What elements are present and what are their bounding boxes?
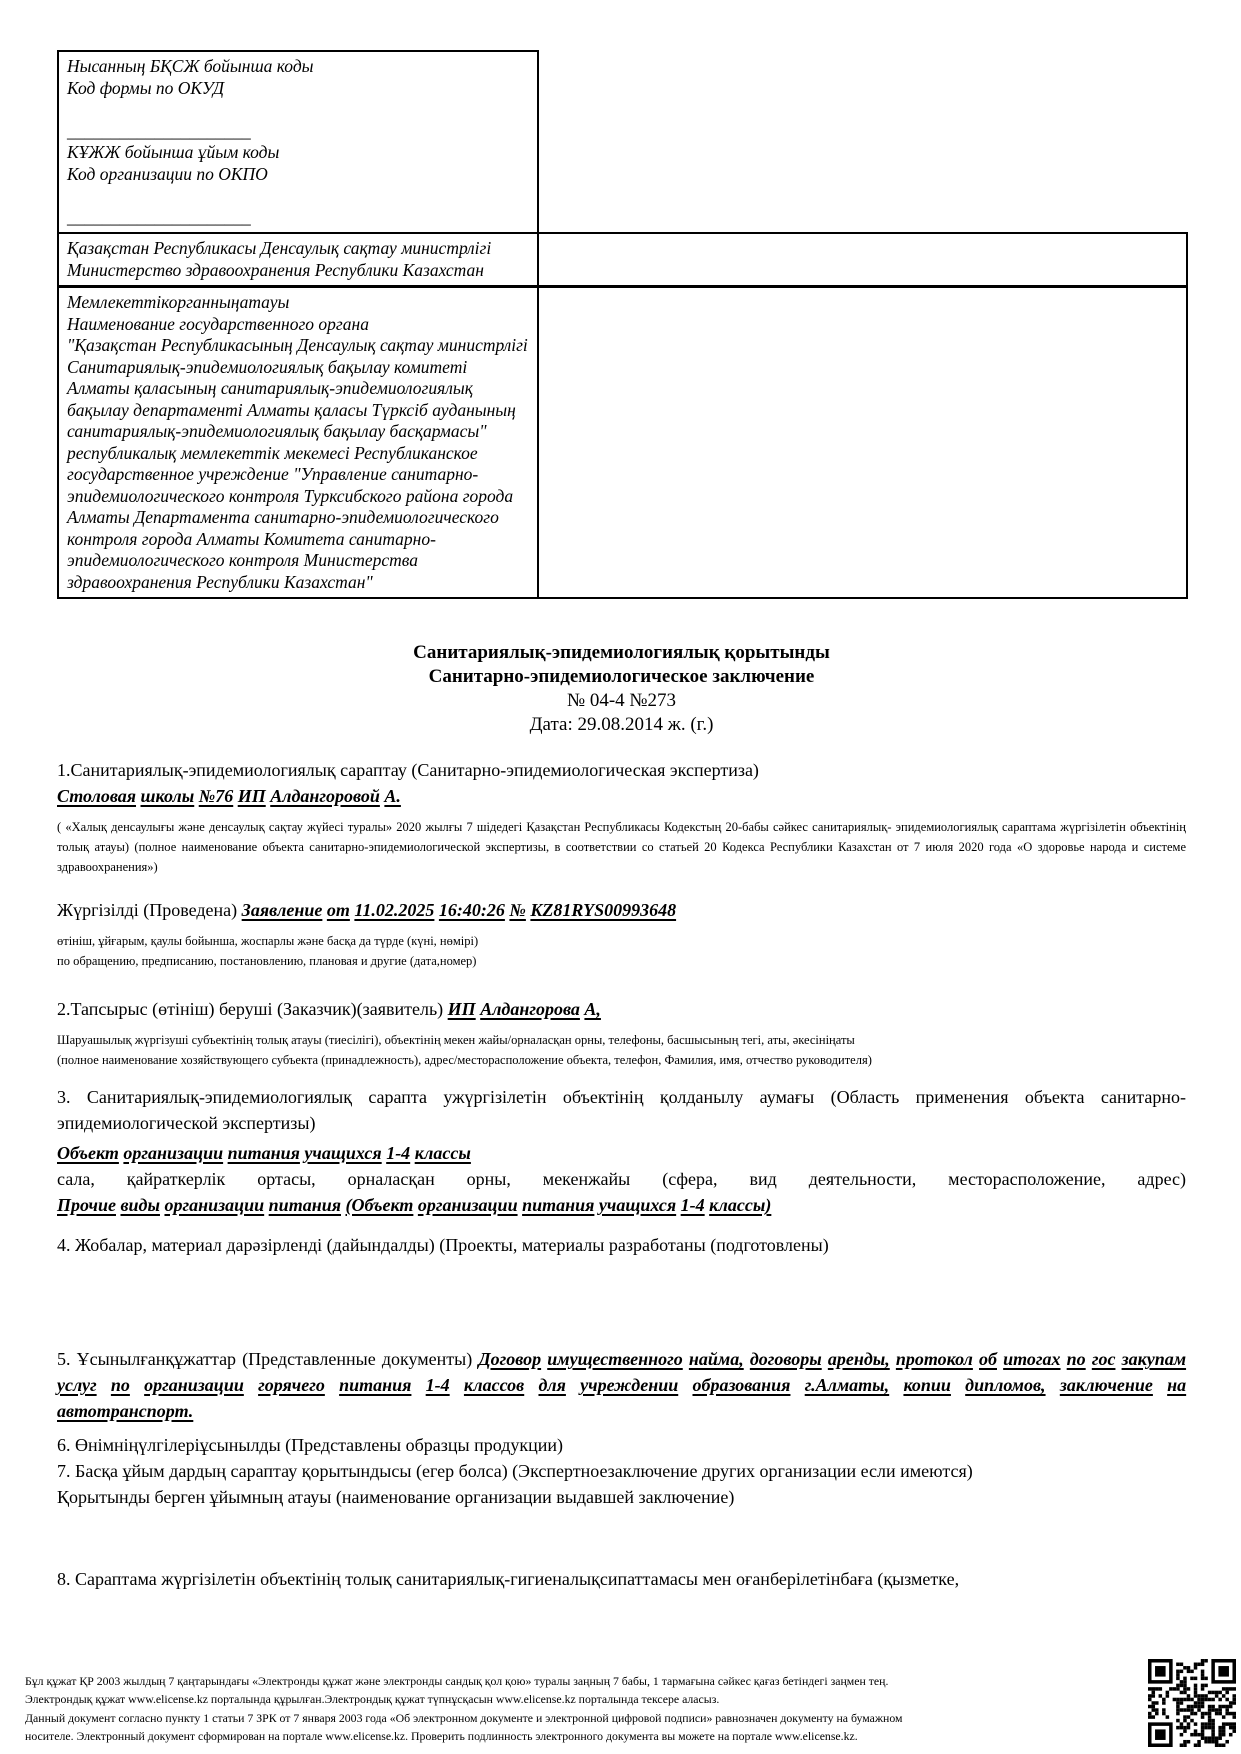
section-1-note: ( «Халық денсаулығы және денсаулық сақтау жүйесі туралы» 2020 жылғы 7 шідедегі Қазақстан Республикасы Кодекстың 20-бабы сәйкес санитариялық- эпидемиологиялық сараптама жүргізілетін объектінің толық атауы) (полное наименование объекта санитарно-эпидемиологической экспертизы, в соответствии со статьей 20 Кодекса Республики Казахстан от 7 июля 2020 года «О здоровье народа и системе здравоохранения»): [57, 820, 1186, 874]
footer-line-kk-2: Электрондық құжат www.elicense.kz порталында құрылған.Электрондық құжат түпнұсқасын www.elicense.kz порталында тексере аласыз.: [25, 1692, 720, 1707]
code-label: Нысанның БҚСЖ бойынша коды: [67, 56, 314, 76]
section-6-heading: 6. Өнімніңүлгілеріұсынылды (Представлены образцы продукции): [57, 1435, 563, 1455]
document-title-block: [57, 641, 1186, 737]
code-blank-field: _____________________: [67, 206, 251, 227]
section-7-org-line: Қорытынды берген ұйымның атауы (наименование организации выдавшей заключение): [57, 1487, 735, 1507]
section-2-note-kk: Шаруашылық жүргізуші субъектінің толық атауы (тиесілігі), объектінің мекен жайы/орналасқан орны, телефоны, басшысының тегі, аты, әкесініңаты: [57, 1033, 855, 1047]
state-org-label-kk: Мемлекеттікорганныңатауы: [67, 292, 290, 312]
section-7-heading: 7. Басқа ұйым дардың сараптау қорытындысы (егер болса) (Экспертноезаключение других организации если имеются): [57, 1461, 973, 1481]
section-3-heading: 3. Санитариялық-эпидемиологиялық сарапта ужүргізілетін объектінің қолданылу аумағы (Область применения объекта санитарно-эпидемиологической экспертизы): [57, 1087, 1186, 1133]
code-label: Код формы по ОКУД: [67, 77, 225, 98]
doc-date: Дата: 29.08.2014 ж. (г.): [529, 714, 714, 735]
doc-number: № 04-4 №273: [566, 690, 677, 711]
section-1-value: Столовая школы №76 ИП Алдангоровой А.: [57, 786, 401, 806]
section-1-heading: 1.Санитариялық-эпидемиологиялық сараптау (Санитарно-эпидемиологическая экспертиза): [57, 760, 759, 780]
section-2-note-ru: (полное наименование хозяйствующего субъекта (принадлежность), адрес/месторасположение объекта, телефон, Фамилия, имя, отчество руководителя): [57, 1053, 872, 1067]
section-8-heading: 8. Сараптама жүргізілетін объектінің толық санитариялық-гигиеналықсипаттамасы мен оғанберілетінбаға (қызметке,: [57, 1569, 960, 1589]
footer-line-ru-2: носителе. Электронный документ сформирован на портале www.elicense.kz. Проверить подлинность электронного документа вы можете на портале www.elicense.kz.: [25, 1729, 858, 1744]
conducted-note-kk: өтініш, ұйғарым, қаулы бойынша, жоспарлы және басқа да түрде (күні, нөмірі): [57, 934, 479, 948]
section-2-value: ИП Алдангорова А,: [447, 999, 601, 1019]
section-3-value: Объект организации питания учащихся 1-4 классы: [57, 1143, 471, 1163]
ministry-name-ru: Министерство здравоохранения Республики Казахстан: [67, 259, 484, 280]
conducted-value: Заявление от 11.02.2025 16:40:26 № KZ81RYS00993648: [241, 900, 677, 920]
conducted-note-ru: по обращению, предписанию, постановлению, плановая и другие (дата,номер): [57, 954, 477, 968]
code-label: Код организации по ОКПО: [67, 163, 268, 184]
state-org-cell: [58, 287, 538, 599]
empty-cell: [538, 233, 1187, 287]
document-content: [57, 50, 1186, 1592]
codes-table: [57, 50, 1188, 599]
footer-note: [25, 1672, 1140, 1746]
section-4-heading: 4. Жобалар, материал дарәзірленді (дайындалды) (Проекты, материалы разработаны (подготовлены): [57, 1235, 829, 1255]
state-org-name: "Қазақстан Республикасының Денсаулық сақтау министрлігі Санитариялық-эпидемиологиялық бақылау комитеті Алматы қаласының санитариялық-эпидемиологиялық бақылау департаменті Алматы қаласы Түрксіб ауданының санитариялық-эпидемиологиялық бақылау басқармасы" республикалық мемлекеттік мекемесі Республиканское государственное учреждение "Управление санитарно-эпидемиологического контроля Турксибского района города Алматы Департамента санитарно-эпидемиологического контроля города Алматы Комитета санитарно-эпидемиологического контроля Министерства здравоохранения Республики Казахстан": [67, 335, 528, 592]
section-5-heading: 5. Ұсынылғанқұжаттар (Представленные документы) Договор имущественного найма, договоры аренды, протокол об итогах по гос закупам услуг по организации горячего питания 1-4 классов для учреждении образования г.Алматы, копии дипломов, заключение на автотранспорт.: [57, 1349, 1187, 1421]
qr-code-icon: [1148, 1659, 1236, 1747]
section-2-heading: 2.Тапсырыс (өтініш) беруші (Заказчик)(заявитель) ИП Алдангорова А,: [57, 999, 601, 1019]
ministry-name-kk: Қазақстан Республикасы Денсаулық сақтау министрлігі: [67, 238, 492, 258]
footer-line-kk-1: Бұл құжат ҚР 2003 жылдың 7 қаңтарындағы «Электронды құжат және электронды сандық қол қою» туралы заңның 7 бабы, 1 тармағына сәйкес қағаз бетіндегі заңмен тең.: [25, 1673, 889, 1688]
section-5-value: Договор имущественного найма, договоры аренды, протокол об итогах по гос закупам услуг по организации горячего питания 1-4 классов для учреждении образования г.Алматы, копии дипломов, заключение на автотранспорт.: [57, 1349, 1187, 1421]
code-label: КҰЖЖ бойынша ұйым коды: [67, 142, 280, 162]
conducted-label: Жүргізілді (Проведена): [57, 900, 242, 920]
ministry-cell: [58, 233, 538, 287]
doc-title-ru: Санитарно-эпидемиологическое заключение: [428, 666, 815, 687]
code-blank-field: _____________________: [67, 120, 251, 141]
doc-title-kk: Санитариялық-эпидемиологиялық қорытынды: [413, 642, 830, 663]
empty-cell: [538, 287, 1187, 599]
section-3-scope-line: сала, қайраткерлік ортасы, орналасқан орны, мекенжайы (сфера, вид деятельности, месторасположение, адрес): [57, 1169, 1186, 1189]
section-3-value-2: Прочие виды организации питания (Объект организации питания учащихся 1-4 классы): [57, 1195, 772, 1215]
blank-line: [67, 99, 529, 121]
conducted-line: [57, 897, 1186, 923]
okud-okpo-codes-cell: [58, 51, 538, 233]
footer-line-ru-1: Данный документ согласно пункту 1 статьи 7 ЗРК от 7 января 2003 года «Об электронном документе и электронной цифровой подписи» равнозначен документу на бумажном: [25, 1710, 903, 1725]
state-org-label-ru: Наименование государственного органа: [67, 313, 369, 334]
blank-line: [67, 185, 529, 207]
empty-cell: [538, 51, 1187, 233]
